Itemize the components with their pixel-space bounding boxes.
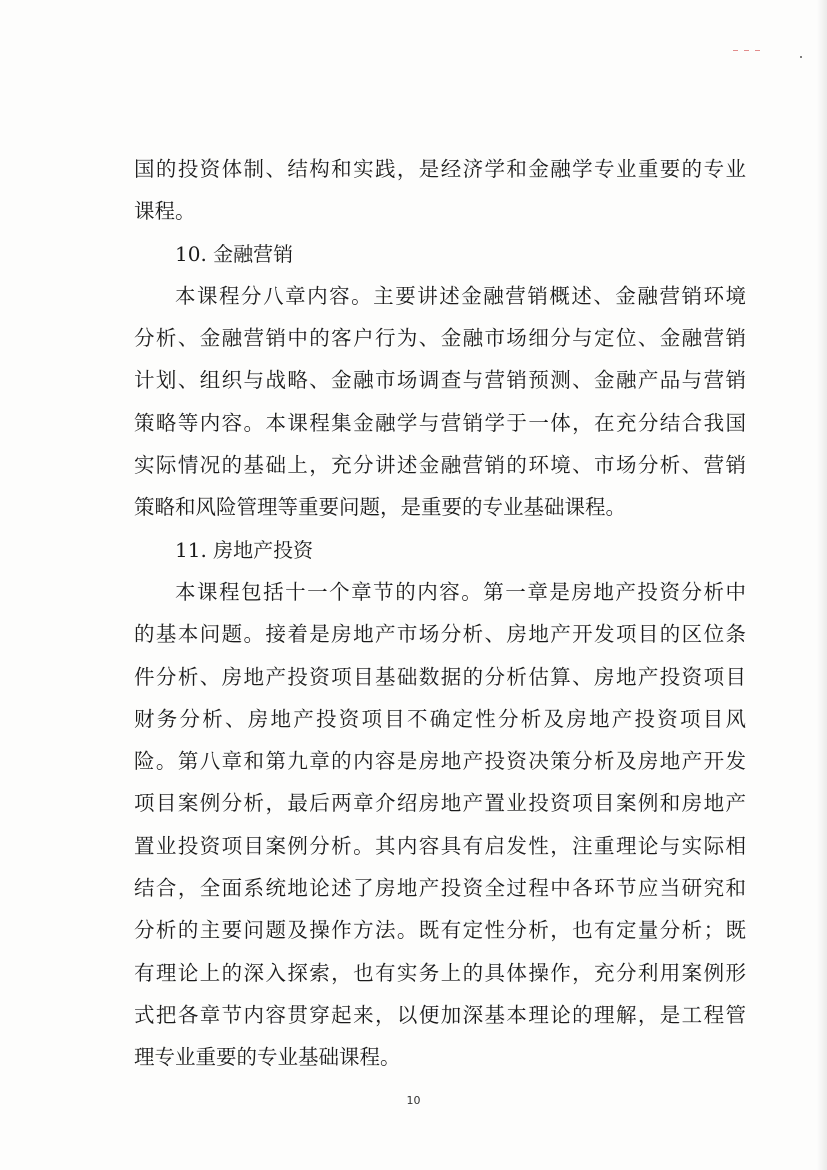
text-line: 分析、金融营销中的客户行为、金融市场细分与定位、金融营销 — [134, 326, 746, 351]
text-line: 有理论上的深入探索，也有实务上的具体操作，充分利用案例形 — [134, 960, 746, 985]
text-line: 策略和风险管理等重要问题，是重要的专业基础课程。 — [134, 495, 626, 520]
section-heading: 11. 房地产投资 — [175, 537, 314, 562]
text-line: 险。第八章和第九章的内容是房地产投资决策分析及房地产开发 — [134, 749, 746, 774]
text-line: 置业投资项目案例分析。其内容具有启发性，注重理论与实际相 — [134, 833, 746, 858]
scan-dot-mark — [800, 56, 802, 58]
text-line: 财务分析、房地产投资项目不确定性分析及房地产投资项目风 — [134, 706, 746, 731]
text-line: 课程。 — [134, 199, 196, 224]
text-line: 结合，全面系统地论述了房地产投资全过程中各环节应当研究和 — [134, 876, 746, 901]
page-number: 10 — [406, 1094, 421, 1107]
text-line: 计划、组织与战略、金融市场调查与营销预测、金融产品与营销 — [134, 368, 746, 393]
text-line: 本课程分八章内容。主要讲述金融营销概述、金融营销环境 — [175, 283, 746, 308]
document-body — [134, 148, 746, 1079]
text-line: 式把各章节内容贯穿起来，以便加深基本理论的理解，是工程管 — [134, 1002, 746, 1027]
text-line: 件分析、房地产投资项目基础数据的分析估算、房地产投资项目 — [134, 664, 746, 689]
text-line: 本课程包括十一个章节的内容。第一章是房地产投资分析中 — [175, 579, 746, 604]
text-line: 理专业重要的专业基础课程。 — [134, 1045, 401, 1070]
text-line: 项目案例分析，最后两章介绍房地产置业投资项目案例和房地产 — [134, 791, 746, 816]
text-line: 分析的主要问题及操作方法。既有定性分析，也有定量分析；既 — [134, 918, 746, 943]
text-line: 国的投资体制、结构和实践，是经济学和金融学专业重要的专业 — [134, 157, 746, 181]
scan-speck-mark — [733, 40, 773, 44]
text-line: 实际情况的基础上，充分讲述金融营销的环境、市场分析、营销 — [134, 453, 746, 478]
text-line: 策略等内容。本课程集金融学与营销学于一体，在充分结合我国 — [134, 410, 746, 435]
scan-edge-shadow — [817, 0, 827, 1170]
section-heading: 10. 金融营销 — [175, 241, 294, 266]
text-line: 的基本问题。接着是房地产市场分析、房地产开发项目的区位条 — [134, 622, 746, 647]
